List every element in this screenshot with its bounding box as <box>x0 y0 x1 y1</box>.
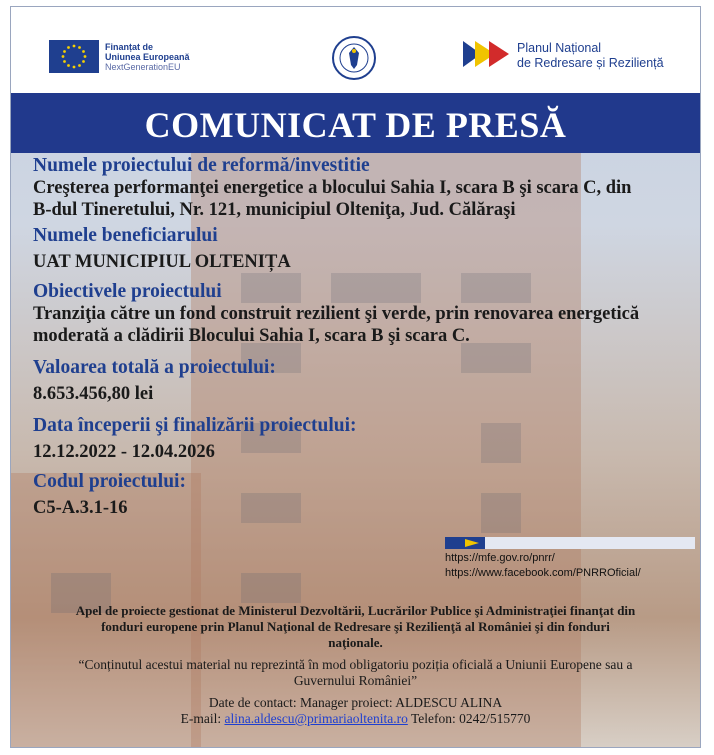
pnrr-arrow-icon <box>463 41 513 67</box>
eu-text-line3: NextGenerationEU <box>105 61 181 72</box>
beneficiary-label: Numele beneficiarului <box>33 225 218 246</box>
eu-text-line2: Uniunea Europeană <box>105 51 190 62</box>
objectives-value: Tranziţia către un fond construit rezilient şi verde, prin renovarea energetică moderată a clădirii Blocului Sahia I, scara B şi scara C. <box>33 304 640 346</box>
facebook-link[interactable]: https://www.facebook.com/PNRROficial/ <box>445 567 641 579</box>
dates-value: 12.12.2022 - 12.04.2026 <box>33 442 215 462</box>
disclaimer-text: “Conținutul acestui material nu reprezintă în mod obligatoriu poziția oficială a Uniunii Europene sau a Guvernului României” <box>78 657 633 688</box>
contact-line: Date de contact: Manager proiect: ALDESCU ALINA <box>208 695 503 710</box>
pnrr-line1: Planul Național <box>517 41 602 55</box>
email-link[interactable]: alina.aldescu@primariaoltenita.ro <box>224 711 408 726</box>
pnrr-line2: de Redresare și Reziliență <box>517 56 664 70</box>
eu-funding-logo <box>49 40 190 73</box>
total-value-value: 8.653.456,80 lei <box>33 384 154 404</box>
phone-text: Telefon: 0242/515770 <box>410 711 531 726</box>
page-title: COMUNICAT DE PRESĂ <box>144 105 567 145</box>
title-banner <box>11 93 700 153</box>
pnrr-links <box>445 537 700 581</box>
objectives-label: Obiectivele proiectului <box>33 281 222 302</box>
project-name-value: Creşterea performanţei energetice a blocului Sahia I, scara B şi scara C, din B-dul Tineretului, Nr. 121, municipiul Olteniţa, Jud. Călăraşi <box>33 178 632 220</box>
email-phone-line <box>11 711 700 727</box>
footer <box>11 603 700 727</box>
pnrr-link-bar <box>445 537 695 549</box>
pnrr-logo <box>463 41 664 71</box>
press-release-poster <box>10 6 701 748</box>
government-seal-icon <box>331 35 377 86</box>
project-name-label: Numele proiectului de reformă/investitie <box>33 155 370 176</box>
logo-header <box>11 7 700 93</box>
call-for-projects-text: Apel de proiecte gestionat de Ministerul Dezvoltării, Lucrărilor Publice şi Administraţiei finanţat din fonduri europene prin Planul Naţional de Redresare şi Rezilienţă al României şi din fonduri naţionale. <box>75 603 636 650</box>
total-value-label: Valoarea totală a proiectului: <box>33 357 276 378</box>
mfe-link[interactable]: https://mfe.gov.ro/pnrr/ <box>445 552 555 564</box>
dates-label: Data începerii şi finalizării proiectului: <box>33 415 357 436</box>
email-label: E-mail: <box>180 711 222 726</box>
project-code-value: C5-A.3.1-16 <box>33 498 128 518</box>
project-code-label: Codul proiectului: <box>33 471 186 492</box>
eu-text-line1: Finanțat de <box>105 41 154 52</box>
eu-flag-icon <box>49 40 99 73</box>
project-details <box>33 155 693 519</box>
pnrr-small-arrow-icon <box>445 537 485 549</box>
beneficiary-value: UAT MUNICIPIUL OLTENIȚA <box>33 252 291 272</box>
